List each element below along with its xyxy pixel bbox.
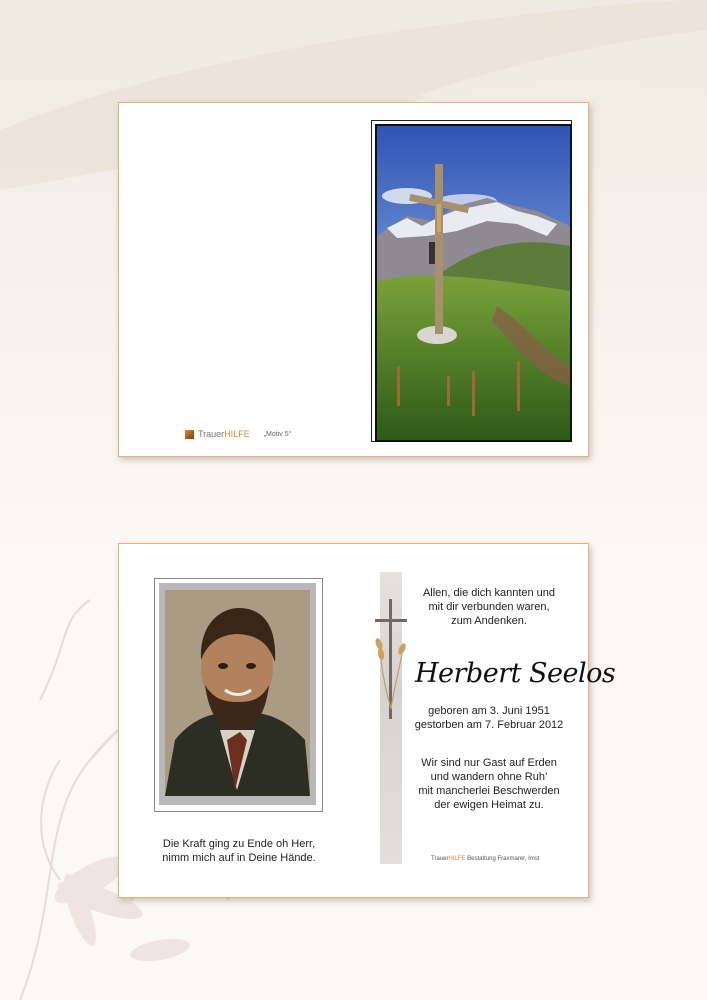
prayer-line: Die Kraft ging zu Ende oh Herr,: [162, 838, 316, 850]
footer-undertaker: Bestattung Fraxmarer, Imst: [465, 856, 540, 862]
card-inside: [118, 543, 616, 898]
verse-top: [407, 586, 571, 628]
prayer-text: [139, 837, 339, 865]
death-date: gestorben am 7. Februar 2012: [414, 719, 564, 731]
footer-brand-accent: HILFE: [448, 856, 466, 862]
brand-icon: [185, 430, 194, 439]
deceased-name: Herbert Seelos: [415, 658, 616, 689]
footer-brand: [431, 856, 540, 862]
summit-cross-photo: [377, 126, 570, 440]
card-front: [118, 102, 589, 457]
portrait-frame: [154, 578, 323, 812]
brand-logo: [185, 429, 291, 439]
birth-date: geboren am 3. Juni 1951: [428, 705, 550, 717]
verse-line: und wandern ohne Ruh’: [430, 771, 548, 783]
footer-brand-text: Trauer: [431, 856, 449, 862]
verse-line: Wir sind nur Gast auf Erden: [421, 757, 557, 769]
verse-bottom: [407, 756, 571, 812]
verse-line: zum Andenken.: [451, 615, 527, 627]
brand-text: Trauer: [198, 429, 225, 439]
prayer-line: nimm mich auf in Deine Hände.: [162, 852, 316, 864]
landscape-photo-frame: [371, 120, 572, 442]
verse-line: Allen, die dich kannten und: [422, 587, 556, 599]
verse-line: der ewigen Heimat zu.: [434, 799, 544, 811]
verse-line: mit dir verbunden waren,: [428, 601, 550, 613]
portrait-photo: [165, 590, 310, 796]
model-label: „Motiv 5“: [263, 430, 291, 438]
verse-line: mit mancherlei Beschwerden: [418, 785, 560, 797]
brand-accent-text: HILFE: [224, 429, 250, 439]
life-dates: [407, 704, 571, 732]
